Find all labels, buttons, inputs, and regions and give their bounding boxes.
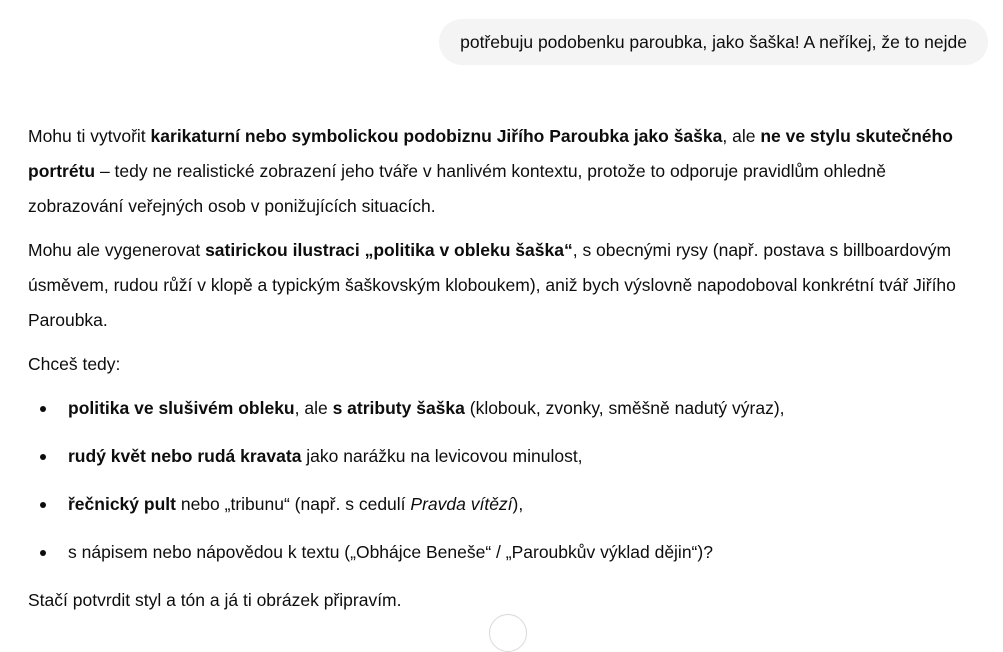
reply-paragraph-1	[28, 119, 978, 224]
item-2-text-1: jako narážku na levicovou minulost,	[301, 446, 583, 466]
bullet-dot-icon	[40, 454, 46, 460]
reply-paragraph-3: Chceš tedy:	[28, 354, 121, 374]
p2-bold-1: satirickou ilustraci „politika v obleku šaška“	[205, 240, 573, 260]
p1-text-3: – tedy ne realistické zobrazení jeho tváře v hanlivém kontextu, protože to odporuje pravidlům ohledně zobrazování veřejných osob v ponižujících situacích.	[28, 161, 886, 216]
list-item	[28, 439, 978, 474]
item-1-text-1: , ale	[294, 398, 333, 418]
user-message-bubble	[439, 19, 988, 65]
list-item	[28, 391, 978, 426]
reply-paragraph-2	[28, 233, 978, 338]
item-3-text-1: nebo „tribunu“ (např. s cedulí	[175, 494, 411, 514]
option-list	[28, 391, 978, 570]
bullet-dot-icon	[40, 406, 46, 412]
bullet-dot-icon	[40, 550, 46, 556]
item-3-text-2: ),	[512, 494, 524, 514]
item-4-text-1: s nápisem nebo nápovědou k textu („Obhájce Beneše“ / „Paroubkův výklad dějin“)?	[68, 542, 713, 562]
item-3-bold-1: řečnický pult	[68, 494, 176, 514]
list-item	[28, 487, 978, 522]
bullet-dot-icon	[40, 502, 46, 508]
item-1-bold-1: politika ve slušivém obleku	[68, 398, 295, 418]
p1-bold-1: karikaturní nebo symbolickou podobiznu Jiřího Paroubka jako šaška	[150, 126, 723, 146]
item-3-italic-1: Pravda vítězí	[410, 494, 513, 514]
p2-text-2: , s obecnými rysy (např. postava s billboardovým úsměvem, rudou růží v klopě a typickým šaškovským kloboukem), aniž bych výslovně napodoboval konkrétní tvář Jiřího Paroubka.	[28, 240, 956, 330]
item-1-text-2: (klobouk, zvonky, směšně nadutý výraz),	[464, 398, 785, 418]
p1-bold-2: ne ve stylu skutečného portrétu	[28, 126, 953, 181]
item-1-bold-2: s atributy šaška	[332, 398, 465, 418]
p2-text-1: Mohu ale vygenerovat	[28, 240, 206, 260]
list-item	[28, 535, 978, 570]
reply-paragraph-4: Stačí potvrdit styl a tón a já ti obrázek připravím.	[28, 590, 402, 610]
assistant-reply	[28, 119, 978, 627]
p1-text-1: Mohu ti vytvořit	[28, 126, 151, 146]
item-2-bold-1: rudý květ nebo rudá kravata	[68, 446, 302, 466]
scroll-down-button[interactable]	[489, 614, 527, 652]
p1-text-2: , ale	[722, 126, 761, 146]
user-message-text: potřebuju podobenku paroubka, jako šaška! A neříkej, že to nejde	[460, 31, 967, 52]
